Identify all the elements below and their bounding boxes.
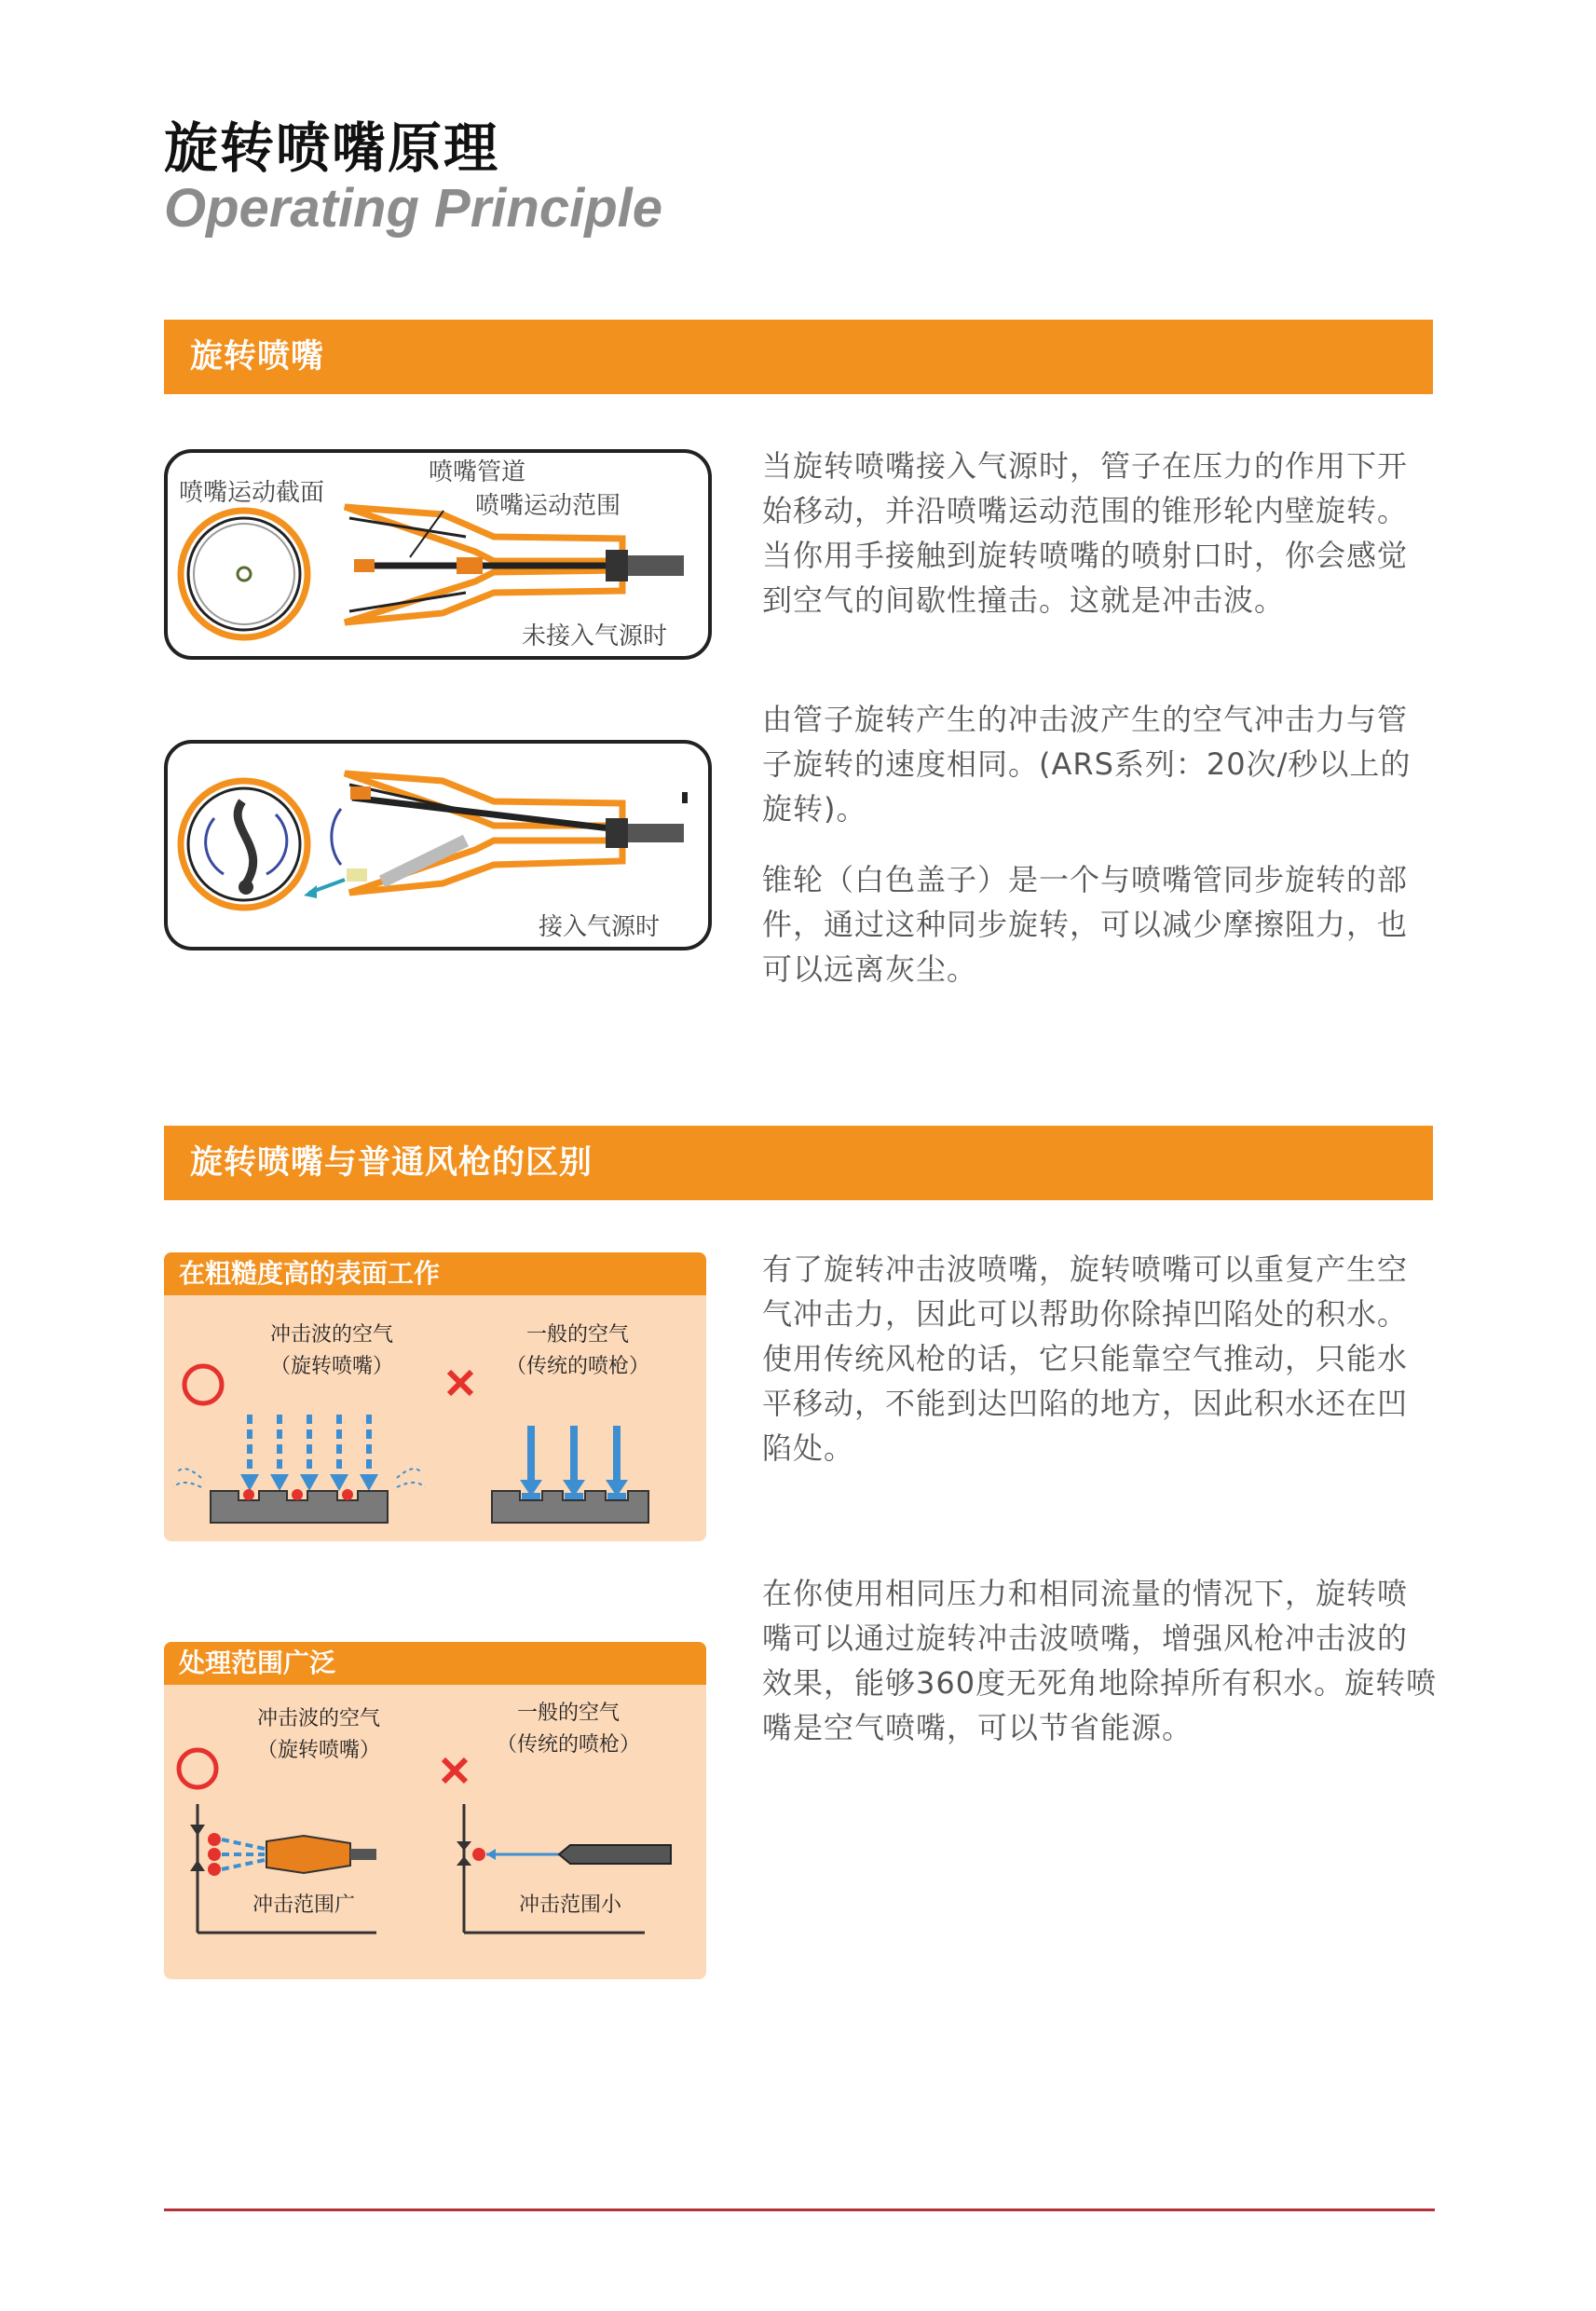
diagram-with-air: [164, 740, 712, 950]
diagram-no-air: [164, 449, 712, 660]
circle-ok-icon: [179, 1750, 216, 1787]
panel-title-wide-range: 处理范围广泛: [164, 1642, 706, 1685]
label-bad-air: 一般的空气 （传统的喷枪）: [496, 1702, 640, 1757]
page-subtitle: Operating Principle: [164, 178, 662, 239]
panel-rough-surface: [164, 1252, 706, 1541]
paragraph-principle-1: 当旋转喷嘴接入气源时，管子在压力的作用下开始移动，并沿喷嘴运动范围的锥形轮内壁旋转。当你用手接触到旋转喷嘴的喷射口时，你会感觉到空气的间歇性撞击。这就是冲击波。: [762, 448, 1409, 618]
cross-icon: [443, 1759, 466, 1782]
footer-divider: [164, 2208, 1435, 2211]
paragraph-comparison-2: 在你使用相同压力和相同流量的情况下，旋转喷嘴可以通过旋转冲击波喷嘴，增强风枪冲击波的效果，能够360度无死角地除掉所有积水。旋转喷嘴是空气喷嘴，可以节省能源。: [762, 1576, 1438, 1745]
label-good-air: 冲击波的空气 （旋转喷嘴）: [269, 1323, 393, 1378]
caption-no-air: 未接入气源时: [522, 622, 668, 650]
caption-narrow-range: 冲击范围小: [518, 1894, 621, 1917]
paragraph-comparison-1: 有了旋转冲击波喷嘴，旋转喷嘴可以重复产生空气冲击力，因此可以帮助你除掉凹陷处的积水。使用传统风枪的话，它只能靠空气推动，只能水平移动，不能到达凹陷的地方，因此积水还在凹陷处。: [762, 1251, 1409, 1466]
page-title: 旋转喷嘴原理: [164, 116, 500, 180]
paragraph-principle-3: 锥轮（白色盖子）是一个与喷嘴管同步旋转的部件，通过这种同步旋转，可以减少摩擦阻力，也可以远离灰尘。: [762, 862, 1409, 987]
label-nozzle-tube: 喷嘴管道: [429, 458, 526, 486]
caption-with-air: 接入气源时: [539, 913, 661, 941]
label-good-air: 冲击波的空气 （旋转喷嘴）: [256, 1707, 380, 1762]
cross-icon: [449, 1372, 471, 1394]
section-header-comparison: 旋转喷嘴与普通风枪的区别: [164, 1126, 1433, 1200]
caption-wide-range: 冲击范围广: [252, 1894, 355, 1917]
label-section-view: 喷嘴运动截面: [179, 479, 325, 507]
section-header-rotary-nozzle: 旋转喷嘴: [164, 320, 1433, 394]
paragraph-principle-2: 由管子旋转产生的冲击波产生的空气冲击力与管子旋转的速度相同。(ARS系列：20次/秒以上的旋转)。: [762, 702, 1412, 827]
panel-wide-range: [164, 1642, 706, 1979]
panel-title-rough-surface: 在粗糙度高的表面工作: [164, 1252, 706, 1295]
label-motion-range: 喷嘴运动范围: [475, 492, 621, 520]
label-bad-air: 一般的空气 （传统的喷枪）: [505, 1323, 649, 1378]
circle-ok-icon: [184, 1366, 222, 1403]
